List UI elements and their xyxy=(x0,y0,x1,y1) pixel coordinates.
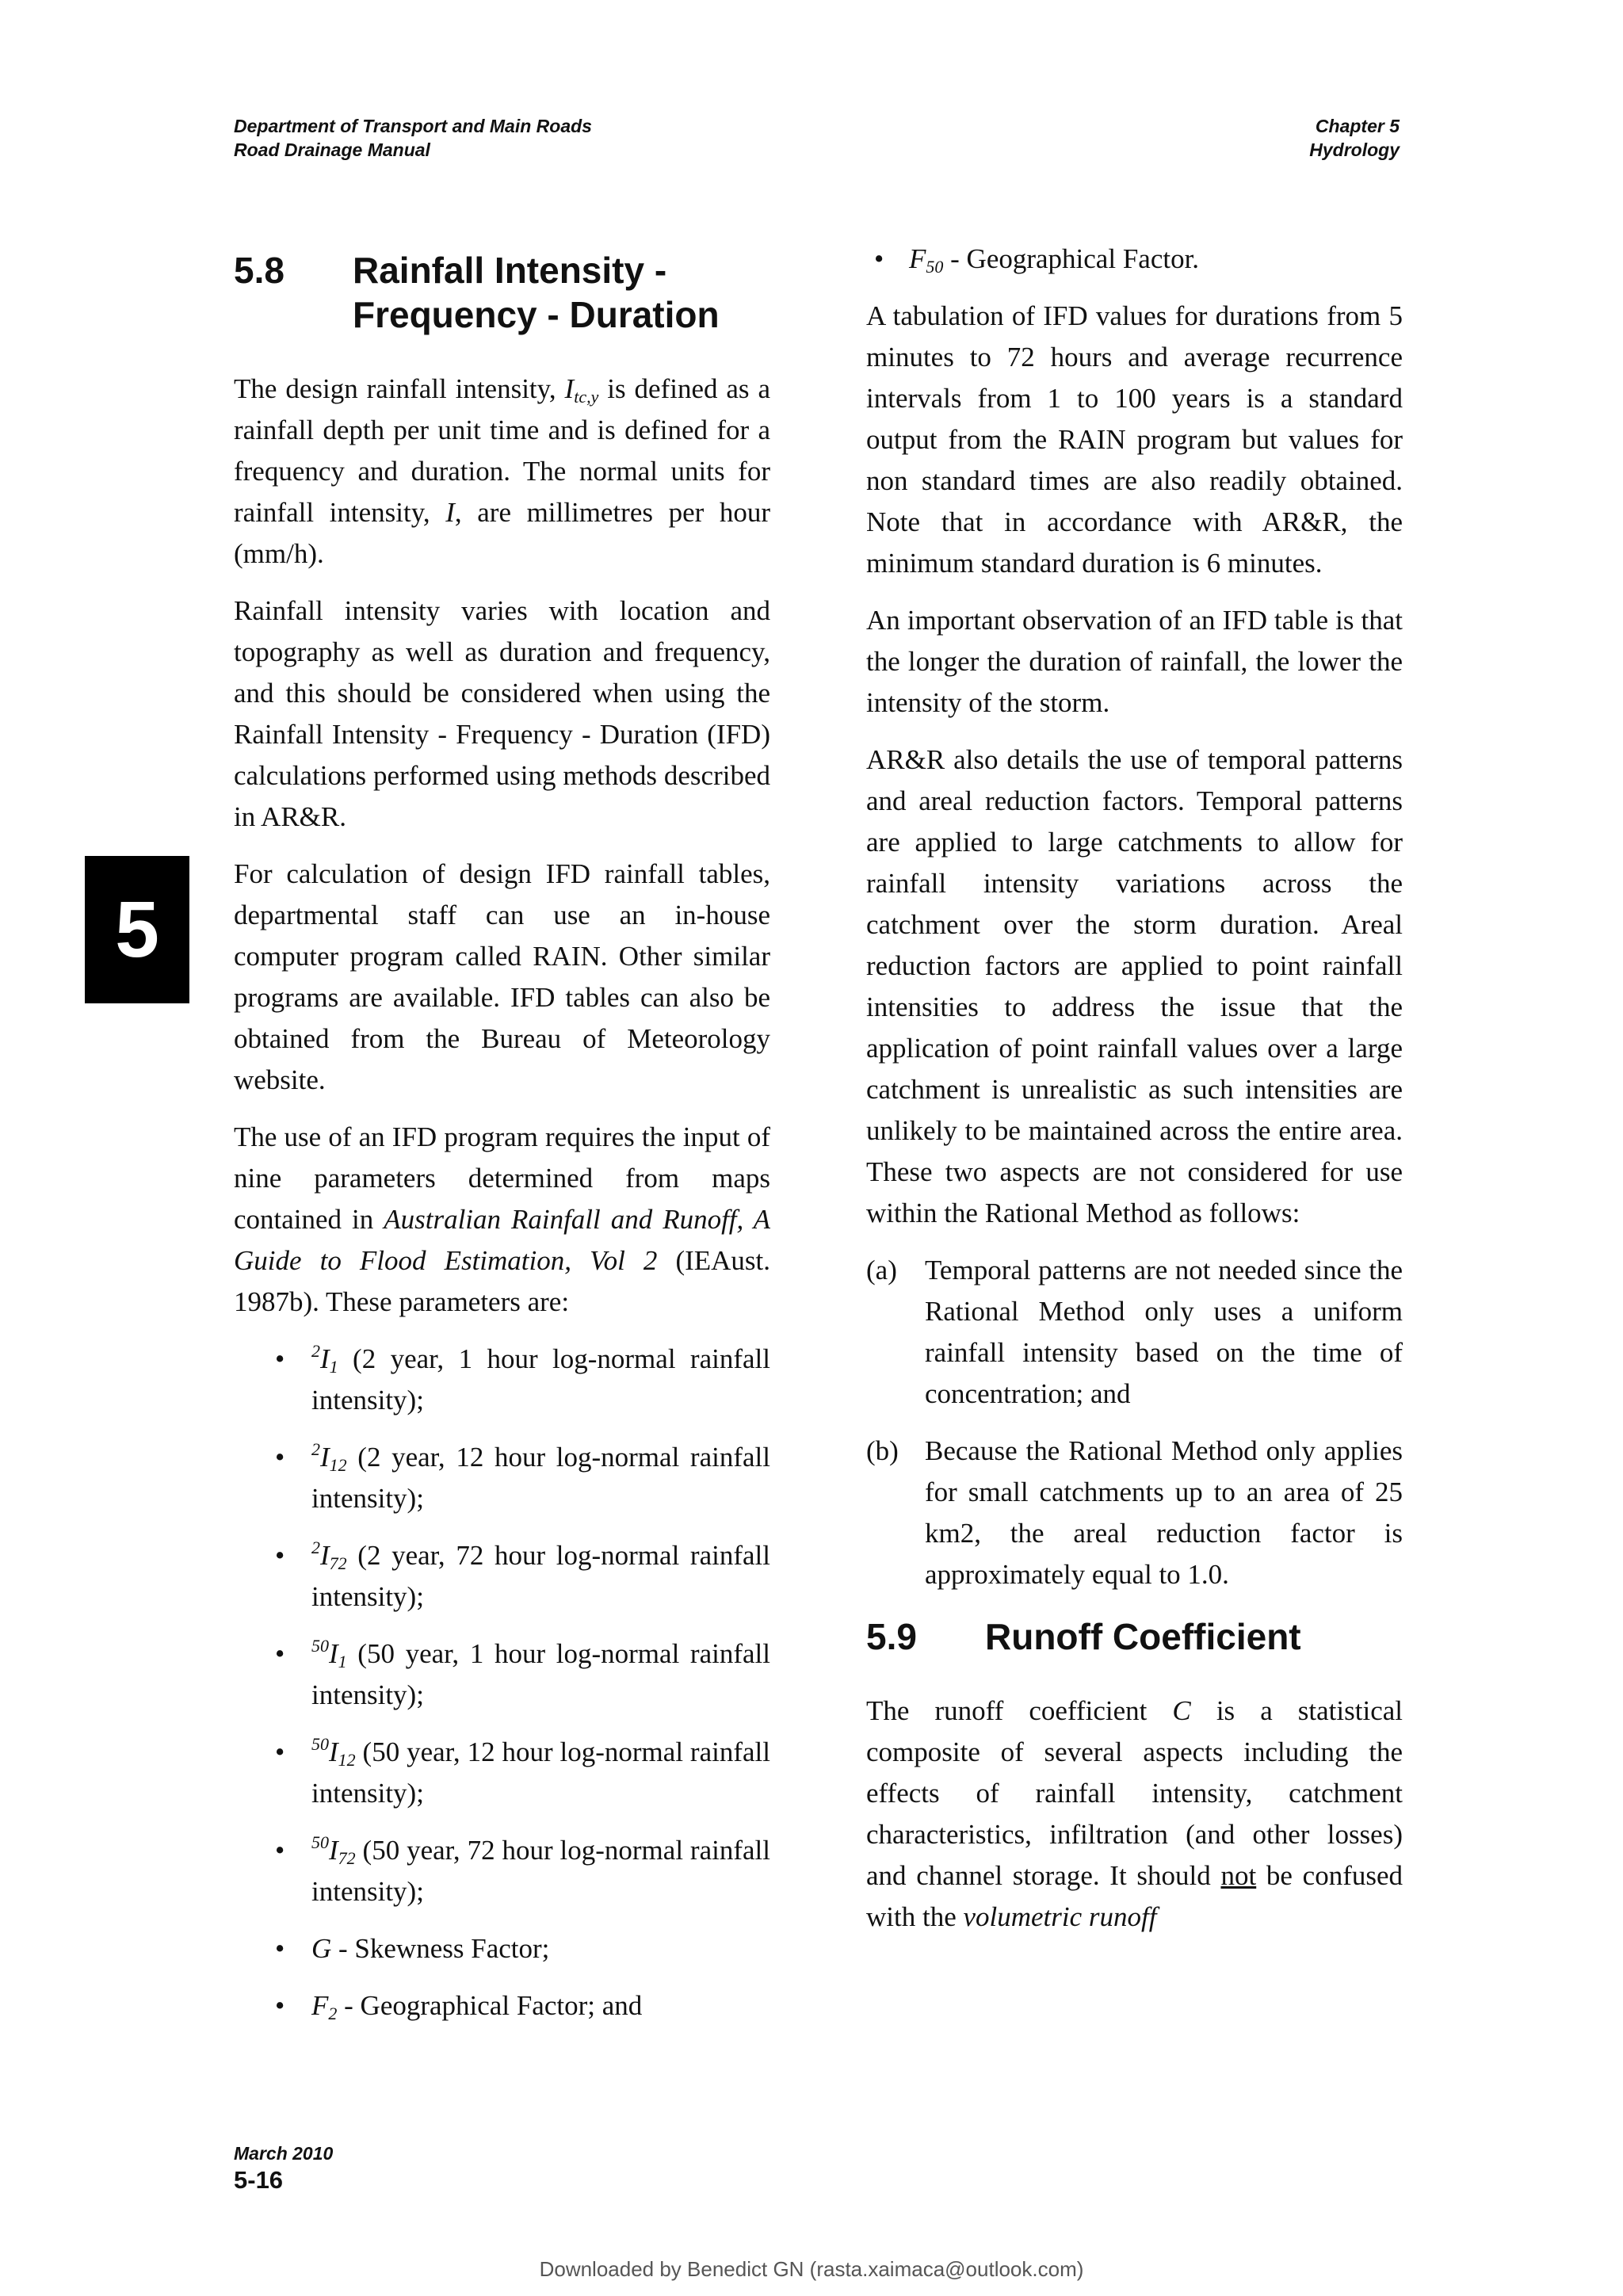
superscript: 50 xyxy=(311,1734,329,1754)
item-label: (a) xyxy=(866,1255,897,1286)
chapter-tab: 5 xyxy=(85,856,189,1003)
section-title-line2: Frequency - Duration xyxy=(353,294,720,335)
list-item xyxy=(234,1437,770,1519)
section-heading-5-8 xyxy=(234,248,770,337)
section-title: Runoff Coefficient xyxy=(985,1616,1301,1657)
item-text: Because the Rational Method only applies for small catchments up to an area of 25 km2, the areal reduction factor is approximately equal to 1.0. xyxy=(925,1435,1403,1590)
list-item-text: (50 year, 1 hour log-normal rainfall intensity); xyxy=(311,1638,770,1710)
text-run: (IEAust. 1987b). These parameters are: xyxy=(234,1245,771,1317)
symbol-c: C xyxy=(1172,1695,1191,1726)
chapter-label: Chapter 5 xyxy=(1315,116,1400,136)
bullet-icon: • xyxy=(275,1638,285,1669)
list-item-text: - Skewness Factor; xyxy=(331,1933,550,1964)
section-number: 5.8 xyxy=(234,250,285,291)
list-item xyxy=(234,1633,770,1716)
text-run: be confused with the xyxy=(866,1860,1403,1932)
subscript: 12 xyxy=(338,1750,356,1770)
parameter-list-continued xyxy=(866,239,1403,280)
list-item xyxy=(234,1928,770,1969)
text-run: is a statistical composite of several aspects including the effects of rainfall intensity, catchment characteristics, infiltration (and other losses) and channel storage. It should xyxy=(866,1695,1403,1891)
symbol: I xyxy=(329,1736,338,1767)
list-item-text: - Geographical Factor. xyxy=(943,243,1200,274)
list-item xyxy=(234,1339,770,1421)
symbol: F xyxy=(909,243,926,274)
bullet-icon: • xyxy=(275,1736,285,1767)
section-title-line1: Rainfall Intensity - xyxy=(353,250,667,291)
text-run: The use of an IFD program requires the input of nine parameters determined from maps contained in xyxy=(234,1121,770,1235)
bullet-icon: • xyxy=(275,1933,285,1964)
symbol: G xyxy=(311,1933,332,1964)
chapter-title: Hydrology xyxy=(1309,139,1400,160)
right-column xyxy=(866,239,1403,1954)
subscript: 1 xyxy=(338,1652,347,1671)
list-item xyxy=(234,1830,770,1912)
parameter-list xyxy=(234,1339,770,2027)
download-watermark: Downloaded by Benedict GN (rasta.xaimaca@outlook.com) xyxy=(539,2257,1084,2281)
symbol: I xyxy=(329,1835,338,1866)
list-item-text: (2 year, 72 hour log-normal rainfall intensity); xyxy=(311,1540,770,1612)
superscript: 50 xyxy=(311,1832,329,1852)
running-header-right xyxy=(1309,114,1400,162)
symbol: I xyxy=(320,1442,330,1473)
section-title xyxy=(353,248,720,337)
bullet-icon: • xyxy=(275,1835,285,1866)
paragraph-ifd-parameters xyxy=(234,1117,770,1323)
section-number: 5.9 xyxy=(866,1616,917,1657)
item-text: Temporal patterns are not needed since the Rational Method only uses a uniform rainfall intensity based on the time of concentration; and xyxy=(925,1255,1403,1409)
text-run: The runoff coefficient xyxy=(866,1695,1173,1726)
subscript: 50 xyxy=(926,257,944,277)
subscript: 1 xyxy=(329,1357,338,1377)
paragraph-ifd-tabulation: A tabulation of IFD values for durations from 5 minutes to 72 hours and average recurrence intervals from 1 to 100 years is a standard output from the RAIN program but values for non standard times are also readily obtained. Note that in accordance with AR&R, the minimum standard duration is 6 minutes. xyxy=(866,300,1403,579)
bullet-icon: • xyxy=(275,1990,285,2021)
lettered-item-a xyxy=(866,1250,1403,1415)
list-item-text: (2 year, 12 hour log-normal rainfall intensity); xyxy=(311,1442,770,1514)
paragraph-design-intensity xyxy=(234,369,770,575)
item-label: (b) xyxy=(866,1435,899,1466)
subscript: 72 xyxy=(329,1553,347,1573)
section-heading-5-9 xyxy=(866,1614,1403,1659)
bullet-icon: • xyxy=(275,1343,285,1374)
symbol-i: I xyxy=(445,497,455,528)
symbol: F xyxy=(311,1990,329,2021)
lettered-item-b xyxy=(866,1431,1403,1595)
department-name: Department of Transport and Main Roads xyxy=(234,116,592,136)
superscript: 2 xyxy=(311,1341,320,1361)
list-item-text: (50 year, 72 hour log-normal rainfall intensity); xyxy=(311,1835,770,1907)
symbol: I xyxy=(564,373,575,404)
superscript: 2 xyxy=(311,1439,320,1459)
paragraph-intensity-varies: Rainfall intensity varies with location and topography as well as duration and frequency, and this should be considered when using the Rainfall Intensity - Frequency - Duration (IFD) calculations performed using methods described in AR&R. xyxy=(234,595,770,832)
superscript: 50 xyxy=(311,1636,329,1656)
list-item-text: - Geographical Factor; and xyxy=(337,1990,643,2021)
manual-name: Road Drainage Manual xyxy=(234,139,430,160)
page-footer xyxy=(234,2141,333,2195)
term-volumetric-runoff: volumetric runoff xyxy=(963,1901,1157,1932)
left-column xyxy=(234,248,770,2042)
list-item-text: (2 year, 1 hour log-normal rainfall intensity); xyxy=(311,1343,770,1415)
list-item-text: (50 year, 12 hour log-normal rainfall intensity); xyxy=(311,1736,770,1809)
list-item xyxy=(234,1732,770,1814)
list-item xyxy=(234,1535,770,1618)
paragraph-rain-program: For calculation of design IFD rainfall tables, departmental staff can use an in-house computer program called RAIN. Other similar programs are available. IFD tables can also be obtained from the Bureau of Meteorology website. xyxy=(234,858,770,1095)
symbol-itcy xyxy=(564,373,599,407)
emphasis-not: not xyxy=(1220,1860,1257,1891)
page-number: 5-16 xyxy=(234,2166,284,2194)
running-header-left xyxy=(234,114,592,162)
issue-date: March 2010 xyxy=(234,2143,334,2164)
text-run: is defined as a rainfall depth per unit time and is defined for a frequency and duration. The normal units for rainfall intensity, xyxy=(234,373,771,528)
paragraph-runoff-coefficient xyxy=(866,1690,1403,1938)
subscript: 12 xyxy=(329,1455,347,1475)
paragraph-temporal-patterns: AR&R also details the use of temporal patterns and areal reduction factors. Temporal patterns are applied to large catchments to allow for rainfall intensity variations across the catchment over the storm duration. Areal reduction factors are applied to point rainfall intensities to address the issue that the application of point rainfall values over a large catchment is unrealistic as such intensities are unlikely to be maintained across the entire area. These two aspects are not considered for use within the Rational Method as follows: xyxy=(866,744,1403,1228)
bullet-icon: • xyxy=(874,243,884,274)
text-run: The design rainfall intensity, xyxy=(234,373,565,404)
paragraph-ifd-observation: An important observation of an IFD table is that the longer the duration of rainfall, the lower the intensity of the storm. xyxy=(866,605,1403,718)
subscript: 72 xyxy=(338,1848,356,1868)
bullet-icon: • xyxy=(275,1540,285,1571)
subscript: tc,y xyxy=(574,387,599,407)
superscript: 2 xyxy=(311,1538,320,1557)
subscript: 2 xyxy=(328,2004,338,2023)
list-item xyxy=(234,1985,770,2027)
reference-title: Australian Rainfall and Runoff, A Guide to Flood Estimation, Vol 2 xyxy=(234,1204,770,1276)
symbol: I xyxy=(329,1638,338,1669)
symbol: I xyxy=(320,1343,330,1374)
list-item xyxy=(866,239,1403,280)
bullet-icon: • xyxy=(275,1442,285,1473)
symbol: I xyxy=(320,1540,330,1571)
text-run: , are millimetres per hour (mm/h). xyxy=(234,497,770,569)
